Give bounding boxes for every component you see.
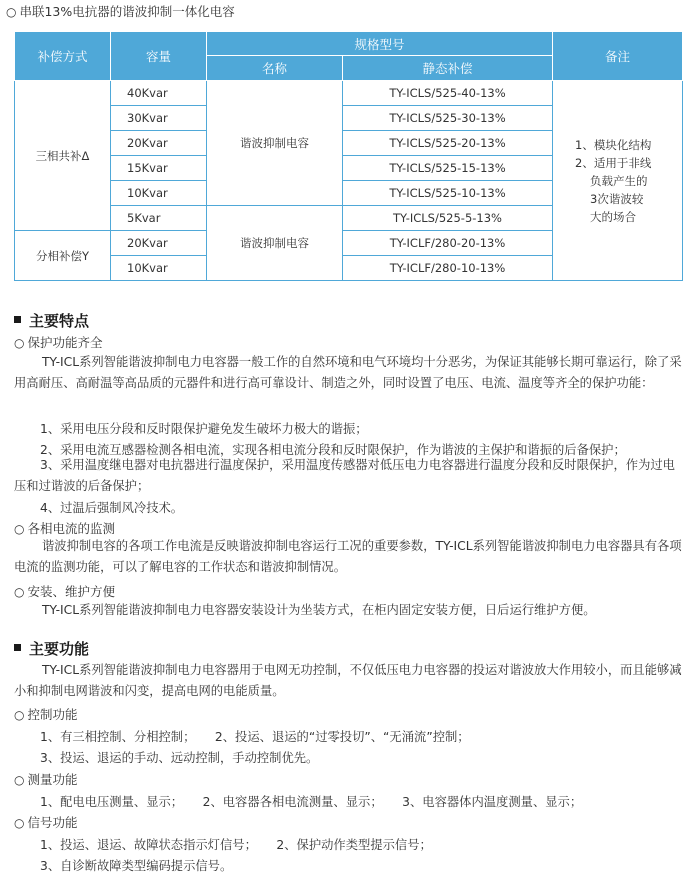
- model-cell: TY-ICLF/280-10-13%: [343, 256, 553, 281]
- circle-outline-icon: ○: [14, 522, 25, 536]
- remark-cell: [553, 81, 683, 281]
- capacity-cell: 10Kvar: [111, 256, 207, 281]
- spec-table: [14, 31, 683, 281]
- protect-title: ○ 保护功能齐全: [14, 335, 103, 350]
- control-line-1: 1、有三相控制、分相控制； 2、投运、退运的“过零投切”、“无涌流”控制；: [40, 730, 470, 744]
- capacity-cell: 10Kvar: [111, 181, 207, 206]
- install-text: TY-ICL系列智能谐波抑制电力电容器安装设计为坐装方式，在柜内固定安装方便，日后运行维护方便。: [42, 603, 596, 617]
- header-spec: 规格型号: [207, 32, 553, 56]
- monitor-text: 谐波抑制电容的各项工作电流是反映谐波抑制电容运行工况的重要参数，TY-ICL系列智能谐波抑制电力电容器具有各项电流的监测功能，可以了解电容的工作状态和谐波抑制情况。: [14, 539, 682, 574]
- capacity-cell: 20Kvar: [111, 231, 207, 256]
- protect-intro: TY-ICL系列智能谐波抑制电力电容器一般工作的自然环境和电气环境均十分恶劣，为保证其能够长期可靠运行，除了采用高耐压、高耐温等高品质的元器件和进行高可靠设计、制造之外，同时设置了电压、电流、温度等齐全的保护功能：: [14, 355, 682, 390]
- capacity-cell: 20Kvar: [111, 131, 207, 156]
- protect-item-3: 3、采用温度继电器对电抗器进行温度保护，采用温度传感器对低压电力电容器进行温度分段和反时限保护，作为过电压和过谐波的后备保护；: [14, 458, 675, 493]
- measure-line-1: 1、配电电压测量、显示； 2、电容器各相电流测量、显示； 3、电容器体内温度测量、显示；: [40, 795, 583, 809]
- black-square-icon: [14, 644, 21, 651]
- signal-line-1: 1、投运、退运、故障状态指示灯信号； 2、保护动作类型提示信号；: [40, 838, 432, 852]
- name-cell: 谐波抑制电容: [207, 81, 343, 206]
- capacity-cell: 40Kvar: [111, 81, 207, 106]
- protect-item-4: 4、过温后强制风冷技术。: [40, 501, 184, 515]
- protect-item-2: 2、采用电流互感器检测各相电流，实现各相电流分段和反时限保护，作为谐波的主保护和谐振的后备保护；: [40, 443, 626, 457]
- protect-item-1: 1、采用电压分段和反时限保护避免发生破坏力极大的谐振；: [40, 422, 368, 436]
- header-name: 名称: [207, 56, 343, 81]
- header-mode: 补偿方式: [15, 32, 111, 81]
- functions-heading: 主要功能: [14, 638, 89, 659]
- table-row: [15, 81, 683, 106]
- mode-cell: 三相共补Δ: [15, 81, 111, 231]
- header-remark: 备注: [553, 32, 683, 81]
- remark-line: 大的场合: [590, 209, 637, 224]
- name-cell: 谐波抑制电容: [207, 206, 343, 281]
- model-cell: TY-ICLF/280-20-13%: [343, 231, 553, 256]
- remark-line: 负载产生的: [590, 173, 648, 188]
- signal-line-2: 3、自诊断故障类型编码提示信号。: [40, 859, 233, 873]
- model-cell: TY-ICLS/525-30-13%: [343, 106, 553, 131]
- table-section-title: ○ 串联13%电抗器的谐波抑制一体化电容: [6, 4, 235, 19]
- signal-title: ○ 信号功能: [14, 815, 78, 830]
- circle-outline-icon: ○: [6, 5, 17, 19]
- capacity-cell: 30Kvar: [111, 106, 207, 131]
- circle-outline-icon: ○: [14, 773, 25, 787]
- measure-title: ○ 测量功能: [14, 772, 78, 787]
- monitor-title: ○ 各相电流的监测: [14, 521, 115, 536]
- model-cell: TY-ICLS/525-10-13%: [343, 181, 553, 206]
- header-capacity: 容量: [111, 32, 207, 81]
- functions-intro: TY-ICL系列智能谐波抑制电力电容器用于电网无功控制，不仅低压电力电容器的投运对谐波放大作用较小，而且能够减小和抑制电网谐波和闪变，提高电网的电能质量。: [14, 663, 682, 698]
- model-cell: TY-ICLS/525-15-13%: [343, 156, 553, 181]
- install-title: ○ 安装、维护方便: [14, 584, 115, 599]
- remark-line: 3次谐波较: [590, 191, 644, 206]
- features-heading: 主要特点: [14, 310, 89, 331]
- black-square-icon: [14, 316, 21, 323]
- control-title: ○ 控制功能: [14, 707, 78, 722]
- circle-outline-icon: ○: [14, 708, 25, 722]
- capacity-cell: 15Kvar: [111, 156, 207, 181]
- remark-line: 1、模块化结构: [575, 137, 652, 152]
- remark-line: 2、适用于非线: [575, 155, 652, 170]
- model-cell: TY-ICLS/525-5-13%: [343, 206, 553, 231]
- mode-cell: 分相补偿Y: [15, 231, 111, 281]
- capacity-cell: 5Kvar: [111, 206, 207, 231]
- circle-outline-icon: ○: [14, 816, 25, 830]
- control-line-2: 3、投运、退运的手动、远动控制，手动控制优先。: [40, 751, 319, 765]
- model-cell: TY-ICLS/525-40-13%: [343, 81, 553, 106]
- circle-outline-icon: ○: [14, 336, 25, 350]
- circle-outline-icon: ○: [14, 585, 25, 599]
- header-static: 静态补偿: [343, 56, 553, 81]
- model-cell: TY-ICLS/525-20-13%: [343, 131, 553, 156]
